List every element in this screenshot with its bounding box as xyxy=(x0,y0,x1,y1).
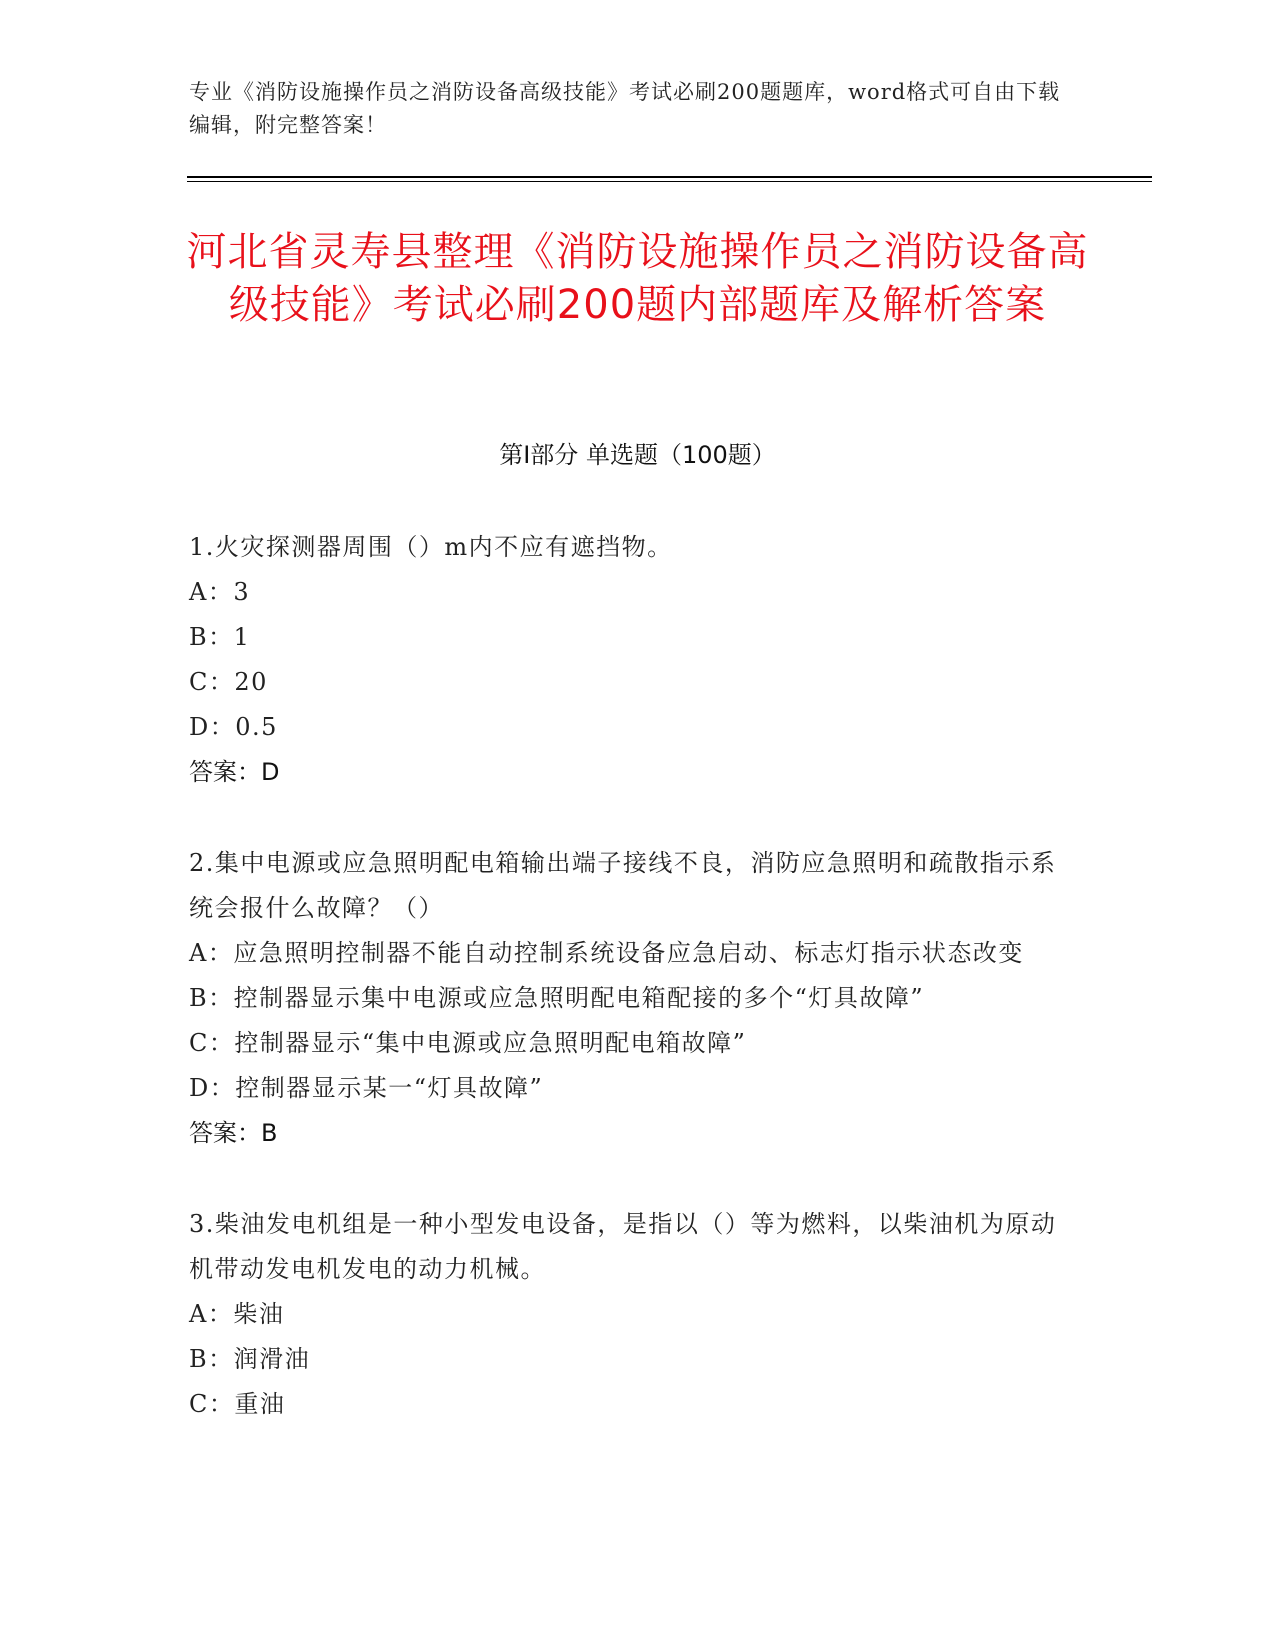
section-title: 第I部分 单选题（100题） xyxy=(499,441,776,469)
question-stem: 1.火灾探测器周围（）m内不应有遮挡物。 xyxy=(189,533,673,561)
question-stem: 3.柴油发电机组是一种小型发电设备，是指以（）等为燃料，以柴油机为原动机带动发电机发电的动力机械。 xyxy=(189,1210,1057,1283)
option-d: D：0.5 xyxy=(189,713,278,741)
answer: 答案：D xyxy=(189,758,280,786)
header-note: 专业《消防设施操作员之消防设备高级技能》考试必刷200题题库，word格式可自由下载编辑，附完整答案！ xyxy=(189,80,1061,137)
document-title: 河北省灵寿县整理《消防设施操作员之消防设备高级技能》考试必刷200题内部题库及解析答案 xyxy=(186,229,1089,328)
option-b: B：1 xyxy=(189,623,251,651)
option-b: B：控制器显示集中电源或应急照明配电箱配接的多个“灯具故障” xyxy=(189,984,925,1012)
option-b: B：润滑油 xyxy=(189,1345,311,1373)
option-a: A：应急照明控制器不能自动控制系统设备应急启动、标志灯指示状态改变 xyxy=(189,939,1024,967)
option-c: C：控制器显示“集中电源或应急照明配电箱故障” xyxy=(189,1029,747,1057)
option-a: A：柴油 xyxy=(189,1300,285,1328)
question-1 xyxy=(189,525,1069,795)
option-c: C：20 xyxy=(189,668,268,696)
question-list xyxy=(189,525,1069,1473)
header-rule-thick xyxy=(187,176,1152,178)
header-rule-thin xyxy=(187,181,1152,182)
option-d: D：控制器显示某一“灯具故障” xyxy=(189,1074,544,1102)
answer: 答案：B xyxy=(189,1119,278,1147)
question-stem: 2.集中电源或应急照明配电箱输出端子接线不良，消防应急照明和疏散指示系统会报什么故障？（） xyxy=(189,849,1057,922)
question-3 xyxy=(189,1202,1069,1427)
option-c: C：重油 xyxy=(189,1390,286,1418)
question-2 xyxy=(189,841,1069,1156)
option-a: A：3 xyxy=(189,578,251,606)
